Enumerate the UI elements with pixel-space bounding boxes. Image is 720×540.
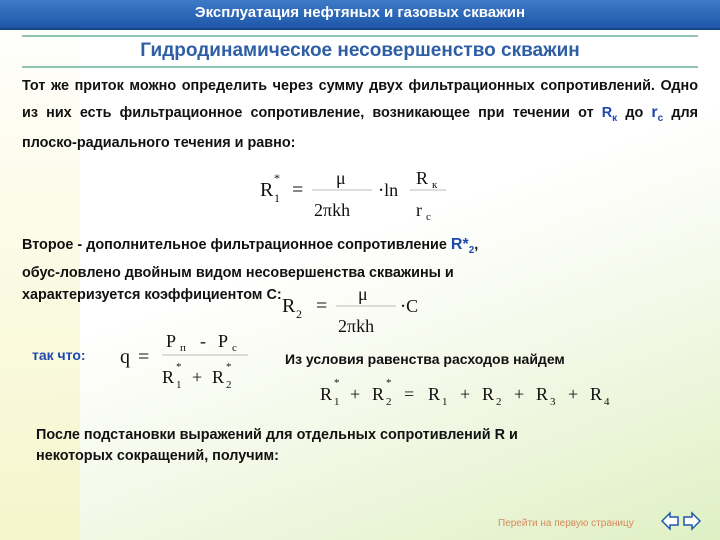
svg-text:+: + (568, 384, 579, 404)
svg-text:R: R (482, 384, 495, 404)
svg-text:*: * (226, 361, 232, 373)
svg-text:=: = (292, 179, 304, 201)
p1-mid: до (617, 104, 652, 121)
svg-text:+: + (350, 384, 361, 404)
condition-label: Из условия равенства расходов найдем (285, 351, 565, 367)
svg-text:-: - (200, 331, 206, 351)
svg-text:R: R (162, 367, 175, 387)
first-page-link[interactable]: Перейти на первую страницу (498, 518, 634, 529)
double-arrow-nav-icon[interactable] (660, 510, 702, 532)
svg-text:+: + (460, 384, 471, 404)
svg-text:*: * (386, 377, 392, 389)
svg-text:⋅ln: ⋅ln (378, 180, 399, 200)
equation-q (118, 325, 258, 395)
svg-text:2πkh: 2πkh (314, 200, 351, 220)
svg-text:2: 2 (296, 307, 302, 321)
header-bar (0, 0, 720, 30)
svg-text:1: 1 (274, 191, 280, 205)
p2-line-1: Второе - дополнительное фильтрационное сопротивление $R*_2$, (22, 236, 479, 257)
p1-text: Тот же приток можно определить через сумму двух фильтрационных сопротивлений. Одно из них есть фильтрационное сопротивление, возникающее при течении от (22, 78, 698, 121)
p1-end: для плоско-радиального течения и равно: (22, 104, 698, 152)
svg-text:R: R (428, 384, 441, 404)
svg-text:*: * (334, 377, 340, 389)
svg-text:R: R (372, 384, 385, 404)
paragraph-1 (22, 74, 698, 157)
top-rule (22, 35, 698, 37)
p3-line-2: некоторых сокращений, получим: (36, 448, 279, 464)
svg-text:P: P (166, 331, 177, 351)
svg-text:2: 2 (496, 396, 502, 408)
svg-text:4: 4 (604, 396, 610, 408)
so-label: так что: (32, 347, 86, 363)
svg-text:=: = (404, 384, 415, 404)
svg-text:*: * (176, 361, 182, 373)
svg-text:R: R (536, 384, 549, 404)
svg-text:3: 3 (550, 396, 556, 408)
svg-text:+: + (192, 367, 203, 387)
svg-text:=: = (316, 295, 328, 317)
svg-text:2πkh: 2πkh (338, 316, 375, 336)
svg-text:R: R (416, 168, 429, 188)
equation-equality (318, 374, 638, 414)
paragraph-3 (36, 425, 676, 467)
svg-text:*: * (274, 171, 280, 185)
symbol-rk: $R_к$ (601, 104, 618, 124)
svg-text:μ: μ (336, 168, 346, 188)
symbol-rc: $r_с$ (651, 103, 664, 124)
slide-heading: Гидродинамическое несовершенство скважин (140, 40, 580, 61)
svg-text:=: = (138, 346, 150, 368)
svg-text:μ: μ (358, 284, 368, 304)
svg-text:R: R (320, 384, 333, 404)
svg-text:1: 1 (334, 396, 340, 408)
svg-text:п: п (180, 342, 186, 354)
p2-line-3: характеризуется коэффициентом С: (22, 287, 282, 304)
svg-text:1: 1 (176, 379, 182, 391)
equation-r2 (278, 282, 438, 342)
svg-text:R: R (282, 295, 296, 317)
equation-r1-star (256, 160, 456, 226)
svg-text:R: R (260, 179, 274, 201)
svg-text:1: 1 (442, 396, 448, 408)
svg-text:2: 2 (226, 379, 232, 391)
svg-text:⋅C: ⋅C (400, 296, 419, 316)
svg-text:+: + (514, 384, 525, 404)
svg-text:q: q (120, 346, 130, 368)
nav-forward-arrow-icon[interactable] (684, 513, 700, 529)
svg-text:r: r (416, 200, 422, 220)
svg-text:R: R (590, 384, 603, 404)
svg-text:c: c (232, 342, 237, 354)
nav-back-arrow-icon[interactable] (662, 513, 678, 529)
svg-text:c: c (426, 211, 431, 223)
symbol-r2-star: $R*_2$ (450, 236, 475, 257)
svg-text:к: к (432, 179, 438, 191)
svg-text:R: R (212, 367, 225, 387)
p3-line-1: После подстановки выражений для отдельных сопротивлений R и (36, 427, 518, 443)
svg-text:P: P (218, 331, 229, 351)
header-title: Эксплуатация нефтяных и газовых скважин (194, 4, 526, 21)
svg-text:2: 2 (386, 396, 392, 408)
p2-line-2: обус-ловлено двойным видом несовершенства скважины и (22, 265, 454, 282)
heading-rule (22, 66, 698, 68)
